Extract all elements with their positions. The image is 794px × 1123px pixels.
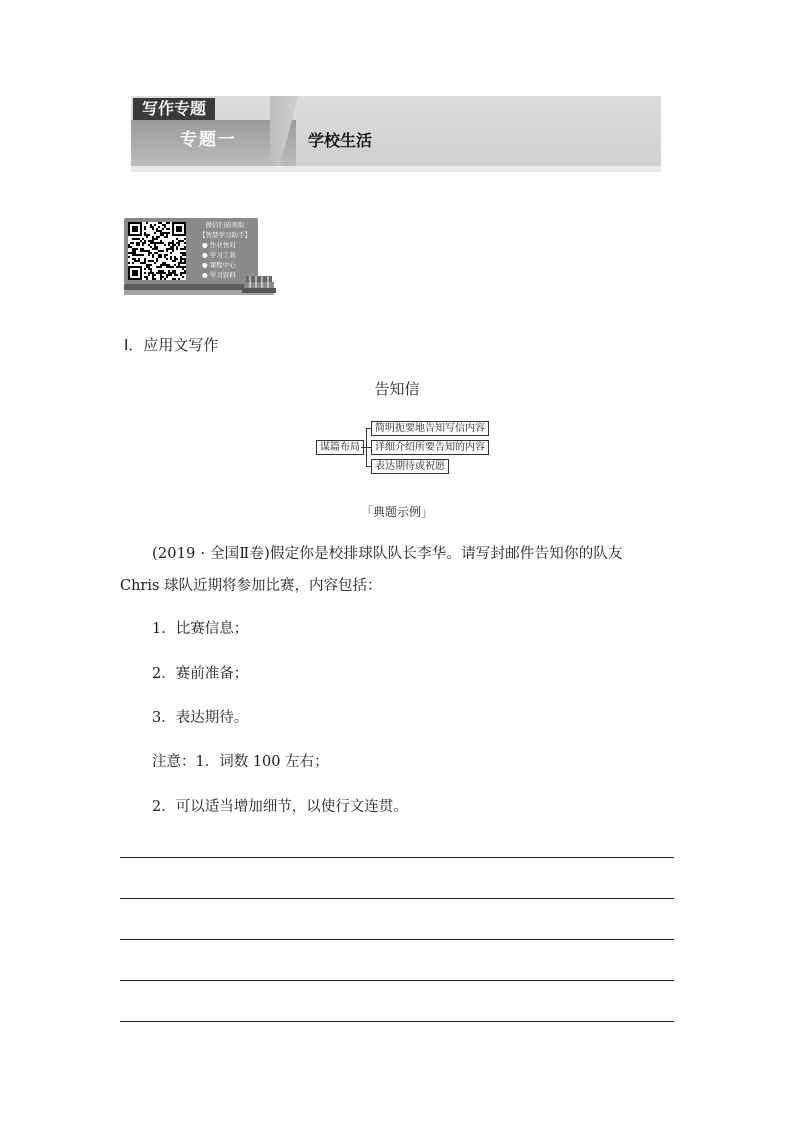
qr-line: 微信扫码领取	[205, 221, 245, 229]
topic-number: 专题一	[180, 130, 237, 150]
qr-line: ● 学习工具	[202, 251, 236, 259]
qr-line: 【智慧学习助手】	[199, 231, 251, 239]
qr-line: ● 课程中心	[202, 261, 236, 269]
writing-line[interactable]	[120, 939, 674, 940]
writing-line[interactable]	[120, 898, 674, 899]
diagram-branch: 详细介绍所要告知的内容	[371, 440, 489, 455]
qr-line: ● 学习资料	[202, 271, 236, 279]
diagram-branch: 表达期待或祝愿	[371, 459, 449, 474]
section-heading: Ⅰ．应用文写作	[124, 336, 219, 354]
prompt-line: (2019 · 全国Ⅱ卷)假定你是校排球队队长李华。请写封邮件告知你的队友	[152, 546, 623, 562]
note-line: 注意：1．词数 100 左右；	[152, 754, 329, 770]
prompt-item: 1．比赛信息；	[152, 621, 249, 637]
prompt-item: 3．表达期待。	[152, 710, 249, 726]
prompt-line: Chris 球队近期将参加比赛，内容包括：	[120, 578, 382, 594]
topic-tag: 写作专题	[133, 98, 215, 120]
diagram-root: 谋篇布局	[316, 440, 364, 455]
qr-line: ● 作业快对	[202, 241, 236, 249]
diagram-branch: 简明扼要地告知写信内容	[371, 421, 489, 436]
books-icon	[240, 268, 278, 298]
document-title: 告知信	[374, 380, 420, 398]
note-line: 2．可以适当增加细节，以使行文连贯。	[152, 799, 408, 815]
topic-title: 学校生活	[308, 131, 373, 150]
banner-bottom-edge	[131, 166, 661, 172]
qr-code-icon[interactable]	[128, 222, 186, 280]
writing-line[interactable]	[120, 1021, 674, 1022]
writing-line[interactable]	[120, 980, 674, 981]
writing-line[interactable]	[120, 857, 674, 858]
prompt-item: 2．赛前准备；	[152, 666, 249, 682]
example-heading: 「典题示例」	[360, 505, 433, 519]
